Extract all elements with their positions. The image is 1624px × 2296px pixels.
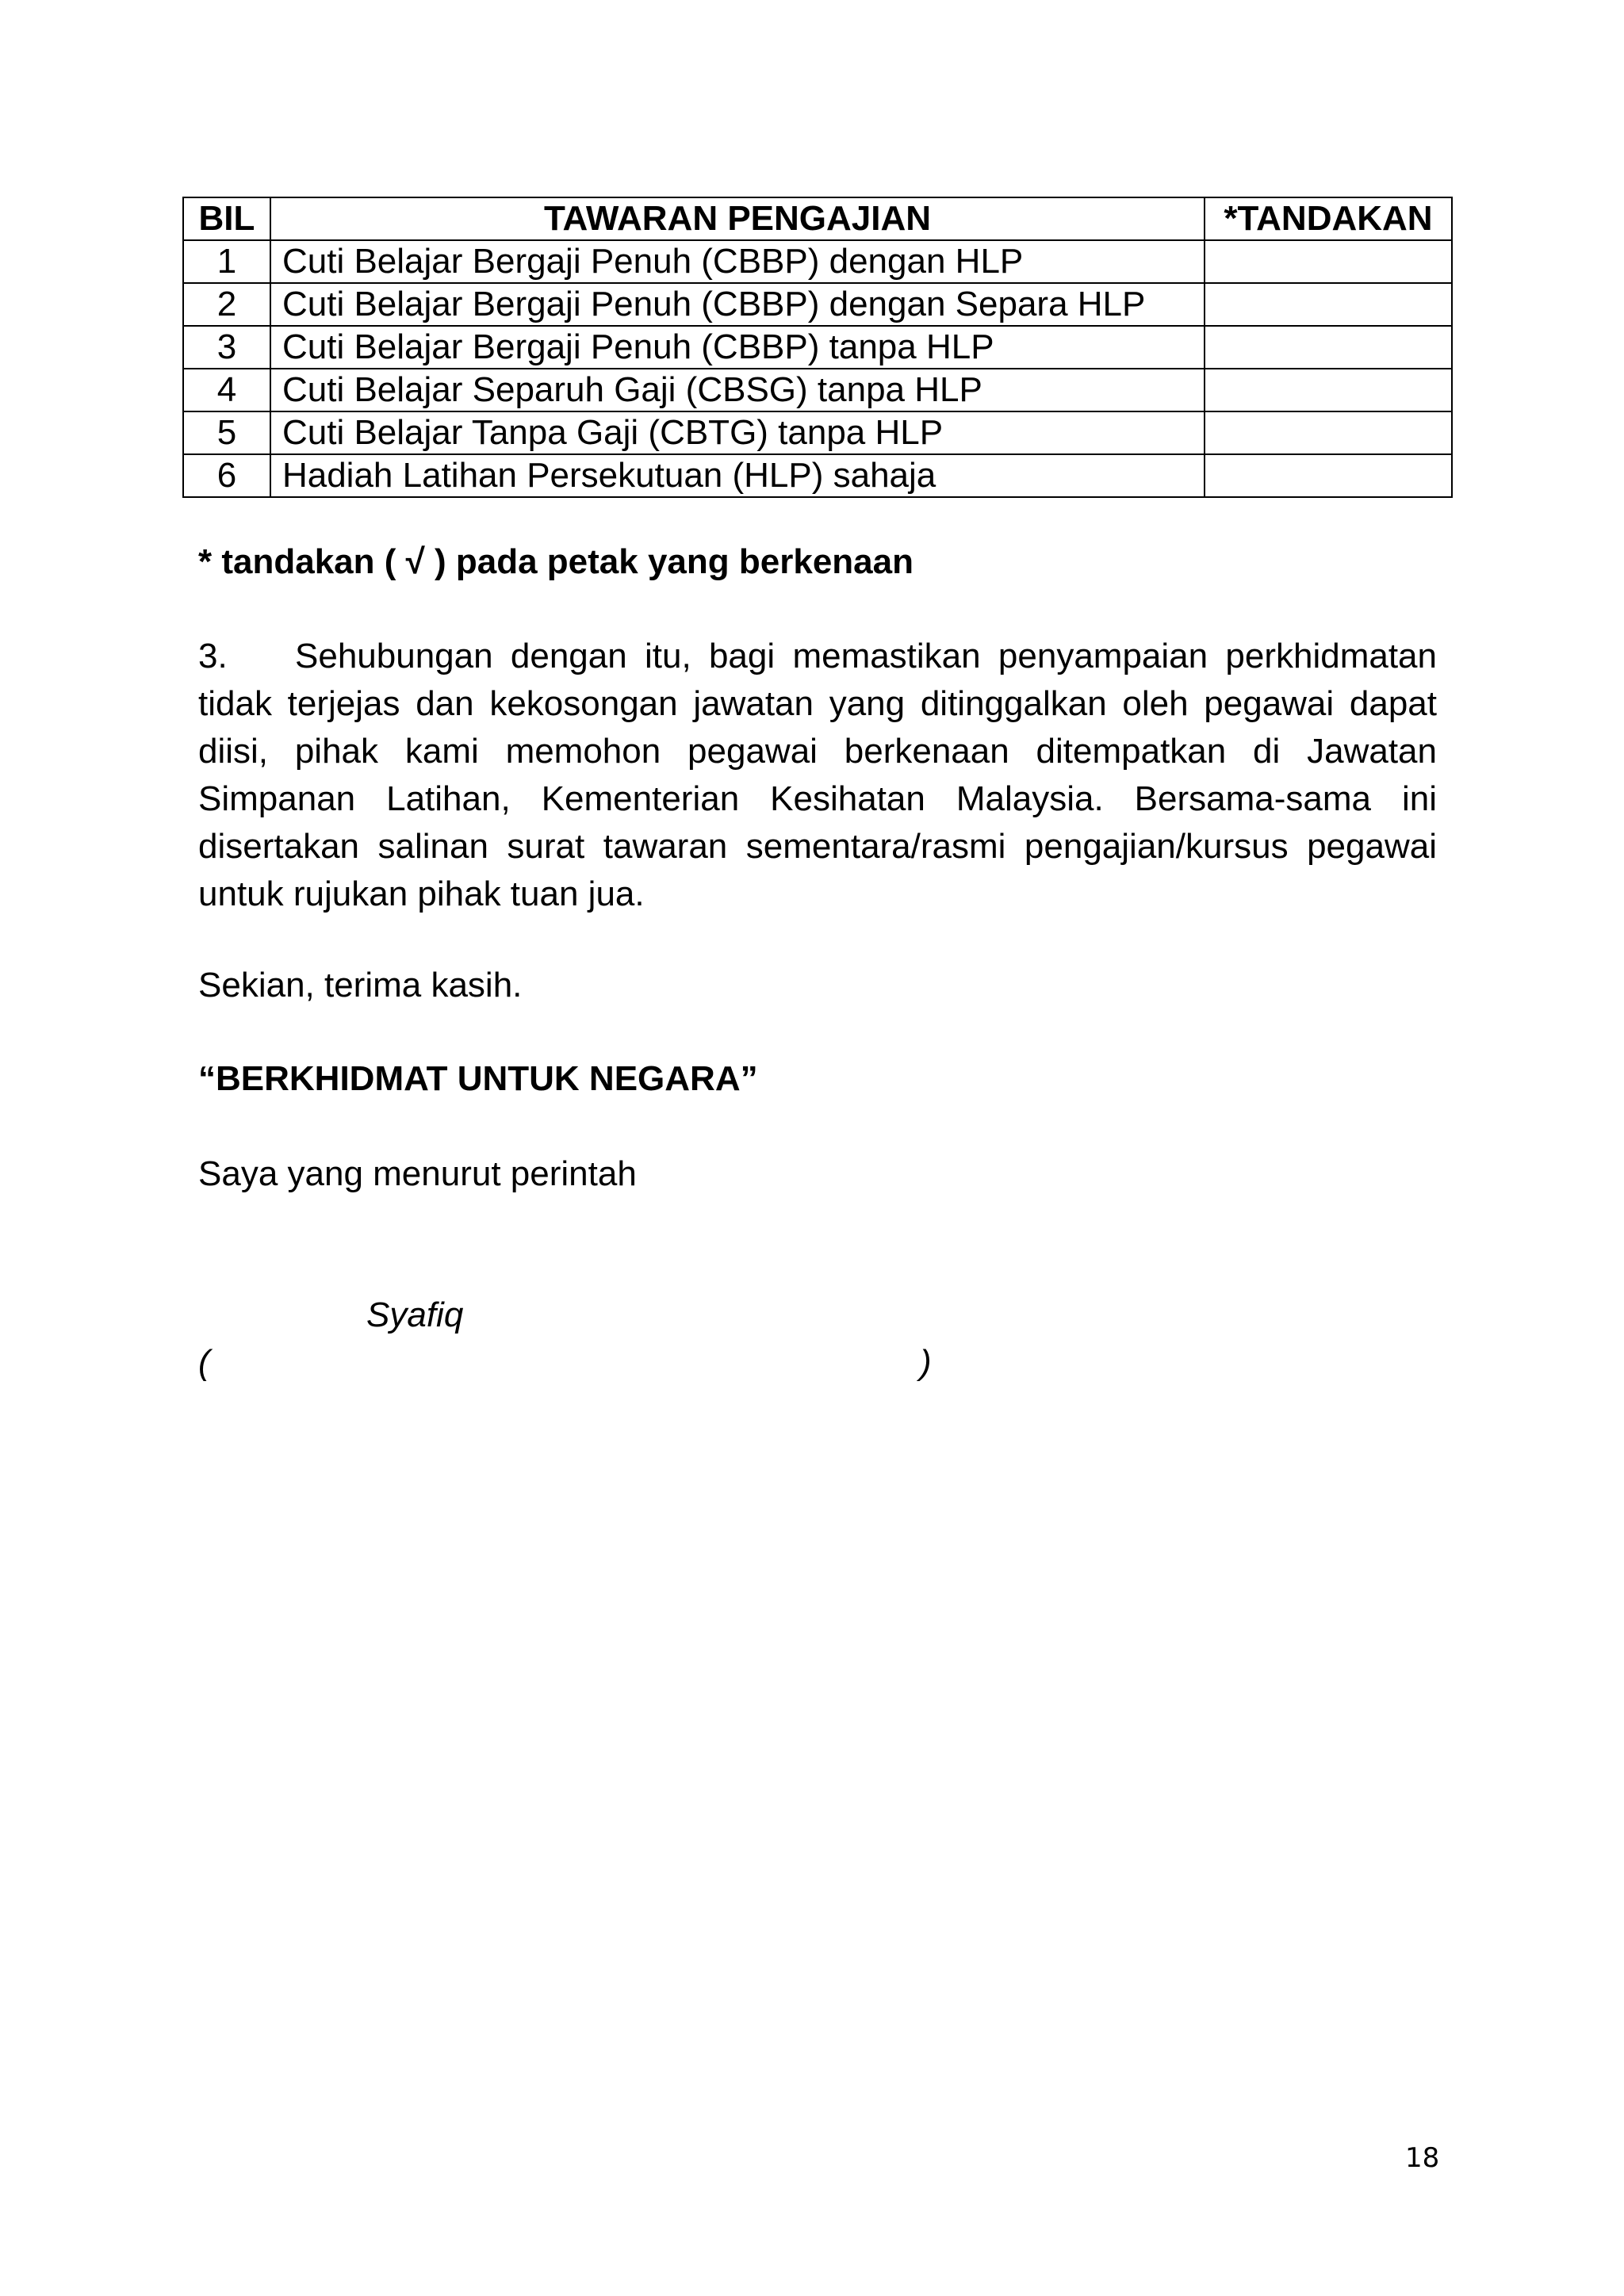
row-number: 6 <box>183 454 270 497</box>
table-row <box>183 240 1452 283</box>
table-header-row <box>183 197 1452 240</box>
mark-cell[interactable] <box>1205 326 1452 369</box>
signature-open-paren: ( <box>198 1343 210 1382</box>
paragraph-text: Sehubungan dengan itu, bagi memastikan penyampaian perkhidmatan tidak terjejas dan kekosongan jawatan yang ditinggalkan oleh pegawai dapat diisi, pihak kami memohon pegawai berkenaan ditempatkan di Jawatan Simpanan Latihan, Kementerian Kesihatan Malaysia. Bersama-sama ini disertakan salinan surat tawaran sementara/rasmi pengajian/kursus pegawai untuk rujukan pihak tuan jua. <box>198 637 1437 913</box>
header-offer: TAWARAN PENGAJIAN <box>270 197 1205 240</box>
offer-label: Hadiah Latihan Persekutuan (HLP) sahaja <box>270 454 1205 497</box>
mark-cell[interactable] <box>1205 240 1452 283</box>
header-mark: *TANDAKAN <box>1205 197 1452 240</box>
signature-name: Syafiq <box>366 1295 464 1334</box>
table-row <box>183 454 1452 497</box>
row-number: 1 <box>183 240 270 283</box>
row-number: 3 <box>183 326 270 369</box>
mark-cell[interactable] <box>1205 369 1452 411</box>
row-number: 4 <box>183 369 270 411</box>
table-row <box>183 326 1452 369</box>
mark-cell[interactable] <box>1205 454 1452 497</box>
offer-label: Cuti Belajar Separuh Gaji (CBSG) tanpa HLP <box>270 369 1205 411</box>
row-number: 2 <box>183 283 270 326</box>
mark-cell[interactable] <box>1205 283 1452 326</box>
tick-instruction-note: * tandakan ( √ ) pada petak yang berkenaan <box>198 542 914 581</box>
offer-label: Cuti Belajar Bergaji Penuh (CBBP) tanpa HLP <box>270 326 1205 369</box>
row-number: 5 <box>183 411 270 454</box>
order-line: Saya yang menurut perintah <box>198 1154 637 1193</box>
paragraph-number: 3. <box>198 637 228 675</box>
page-number: 18 <box>1405 2142 1440 2174</box>
mark-cell[interactable] <box>1205 411 1452 454</box>
offer-label: Cuti Belajar Bergaji Penuh (CBBP) dengan HLP <box>270 240 1205 283</box>
table-row <box>183 283 1452 326</box>
table-row <box>183 369 1452 411</box>
signature-close-paren: ) <box>920 1343 932 1382</box>
body-paragraph <box>198 633 1437 918</box>
offer-label: Cuti Belajar Tanpa Gaji (CBTG) tanpa HLP <box>270 411 1205 454</box>
motto: “BERKHIDMAT UNTUK NEGARA” <box>198 1059 758 1098</box>
offer-label: Cuti Belajar Bergaji Penuh (CBBP) dengan Separa HLP <box>270 283 1205 326</box>
header-bil: BIL <box>183 197 270 240</box>
closing-line: Sekian, terima kasih. <box>198 966 523 1004</box>
table-row <box>183 411 1452 454</box>
study-offer-table <box>182 197 1453 498</box>
